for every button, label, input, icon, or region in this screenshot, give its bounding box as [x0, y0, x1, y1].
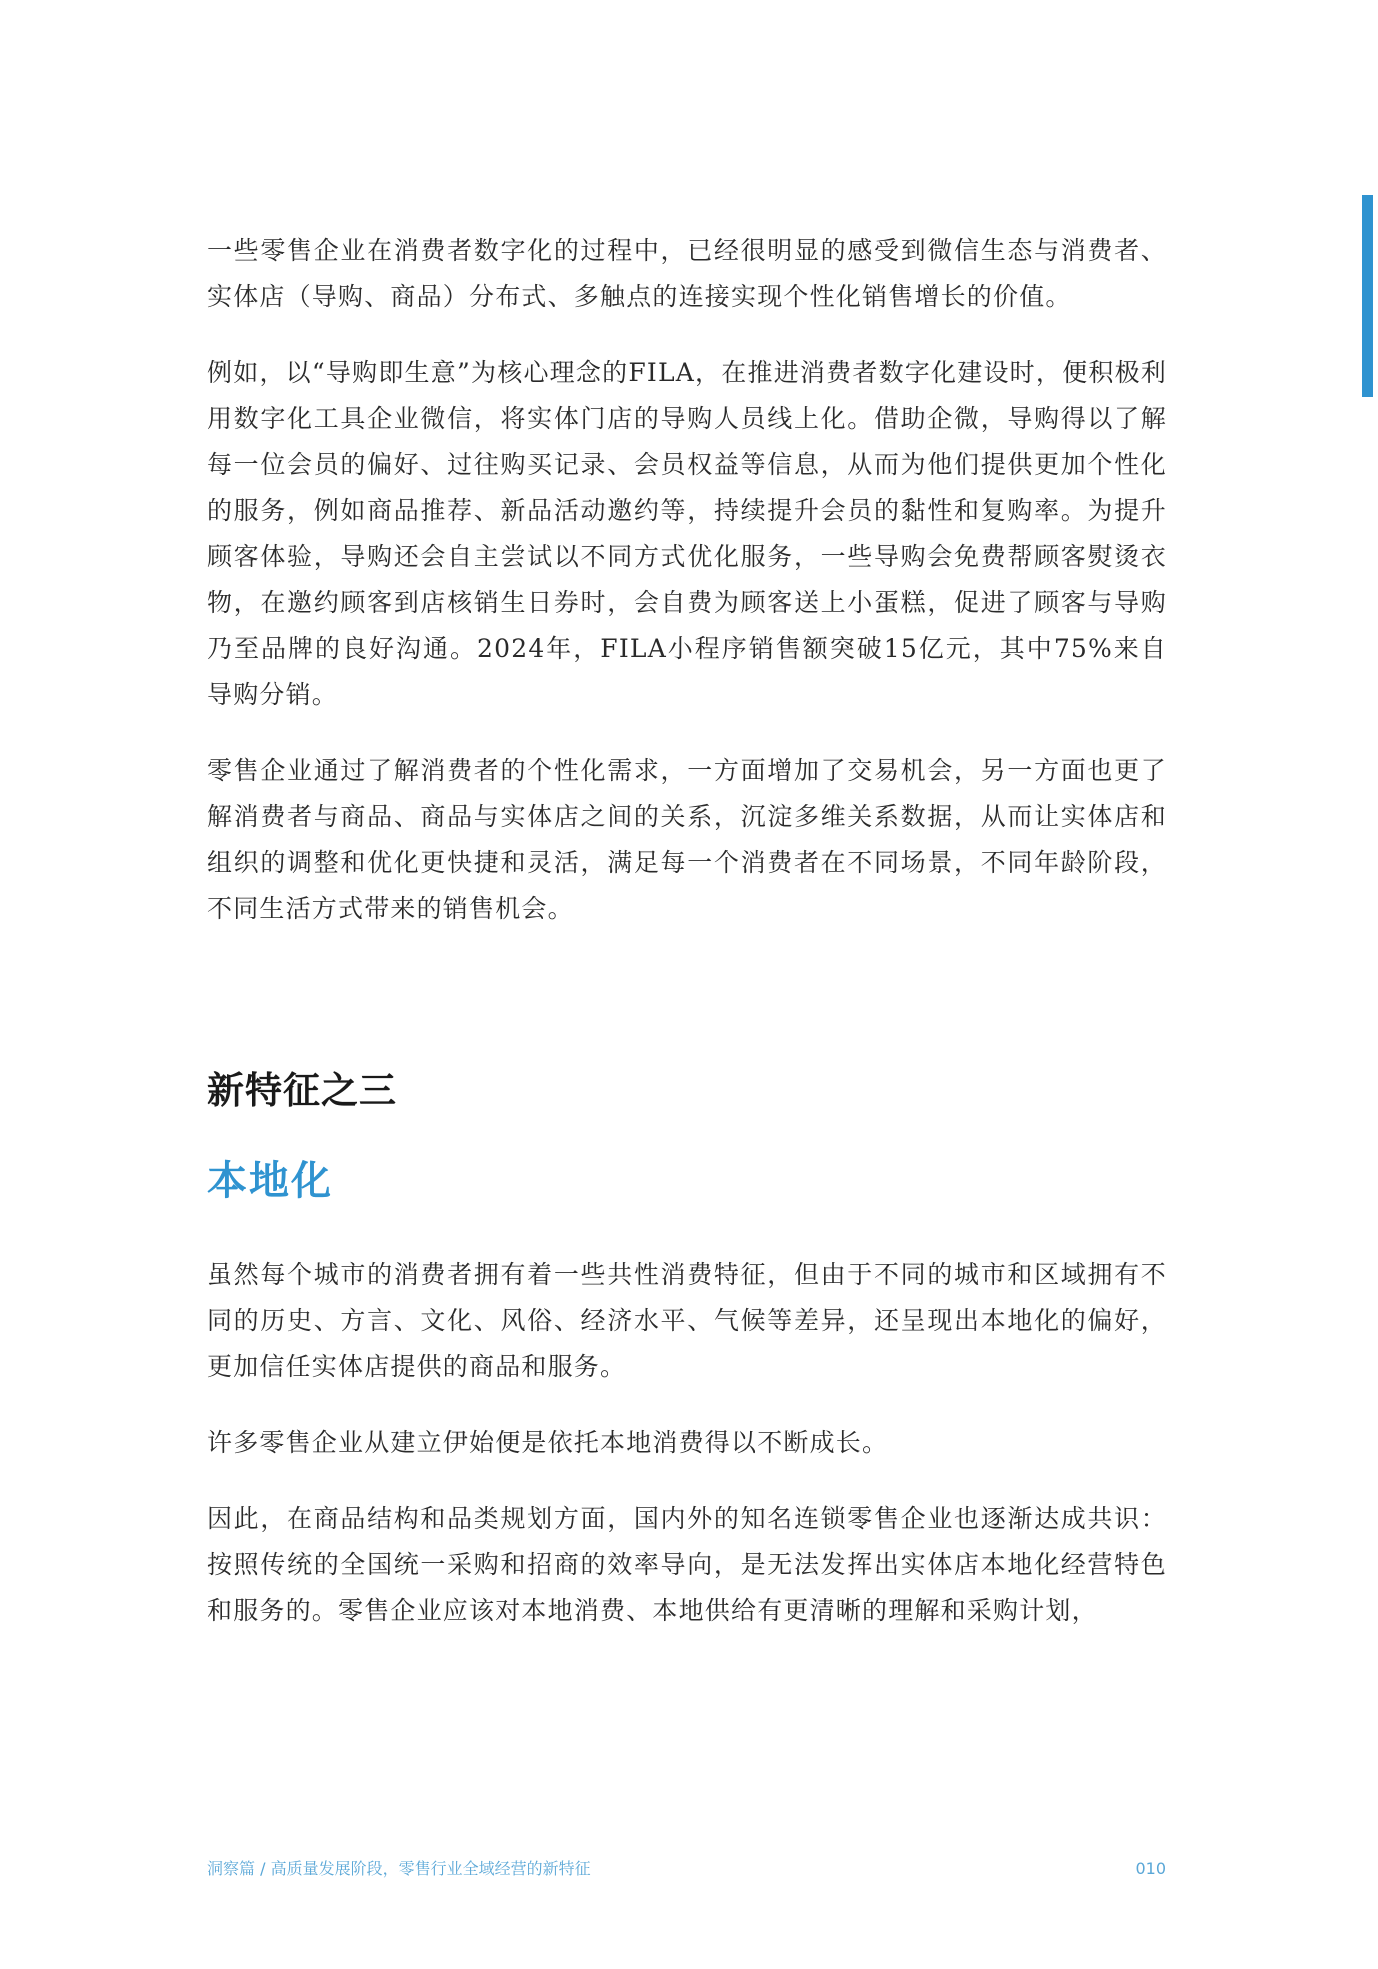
- paragraph-city-differences: 虽然每个城市的消费者拥有着一些共性消费特征，但由于不同的城市和区域拥有不同的历史、方言、文化、风俗、经济水平、气候等差异，还呈现出本地化的偏好，更加信任实体店提供的商品和服务。: [207, 1260, 1167, 1381]
- page-number: 010: [1135, 1859, 1166, 1878]
- paragraph-personalization: 零售企业通过了解消费者的个性化需求，一方面增加了交易机会，另一方面也更了解消费者与商品、商品与实体店之间的关系，沉淀多维关系数据，从而让实体店和组织的调整和优化更快捷和灵活，满足每一个消费者在不同场景，不同年龄阶段，不同生活方式带来的销售机会。: [207, 756, 1167, 923]
- page-footer: [207, 1854, 1166, 1884]
- page-content: [207, 228, 1167, 1634]
- side-accent-bar: [1362, 195, 1373, 397]
- footer-breadcrumb: 洞察篇 / 高质量发展阶段，零售行业全域经营的新特征: [207, 1859, 591, 1878]
- paragraph-local-growth: 许多零售企业从建立伊始便是依托本地消费得以不断成长。: [207, 1428, 889, 1457]
- section-label: 新特征之三: [207, 1069, 397, 1112]
- paragraph-consensus: 因此，在商品结构和品类规划方面，国内外的知名连锁零售企业也逐渐达成共识：按照传统的全国统一采购和招商的效率导向，是无法发挥出实体店本地化经营特色和服务的。零售企业应该对本地消费、本地供给有更清晰的理解和采购计划，: [207, 1504, 1167, 1625]
- paragraph-fila-example: 例如，以“导购即生意”为核心理念的FILA，在推进消费者数字化建设时，便积极利用数字化工具企业微信，将实体门店的导购人员线上化。借助企微，导购得以了解每一位会员的偏好、过往购买记录、会员权益等信息，从而为他们提供更加个性化的服务，例如商品推荐、新品活动邀约等，持续提升会员的黏性和复购率。为提升顾客体验，导购还会自主尝试以不同方式优化服务，一些导购会免费帮顾客熨烫衣物，在邀约顾客到店核销生日券时，会自费为顾客送上小蛋糕，促进了顾客与导购乃至品牌的良好沟通。2024年，FILA小程序销售额突破15亿元，其中75%来自导购分销。: [207, 358, 1167, 709]
- section-title: 本地化: [207, 1158, 333, 1204]
- paragraph-wechat-ecosystem: 一些零售企业在消费者数字化的过程中，已经很明显的感受到微信生态与消费者、实体店（导购、商品）分布式、多触点的连接实现个性化销售增长的价值。: [207, 236, 1167, 311]
